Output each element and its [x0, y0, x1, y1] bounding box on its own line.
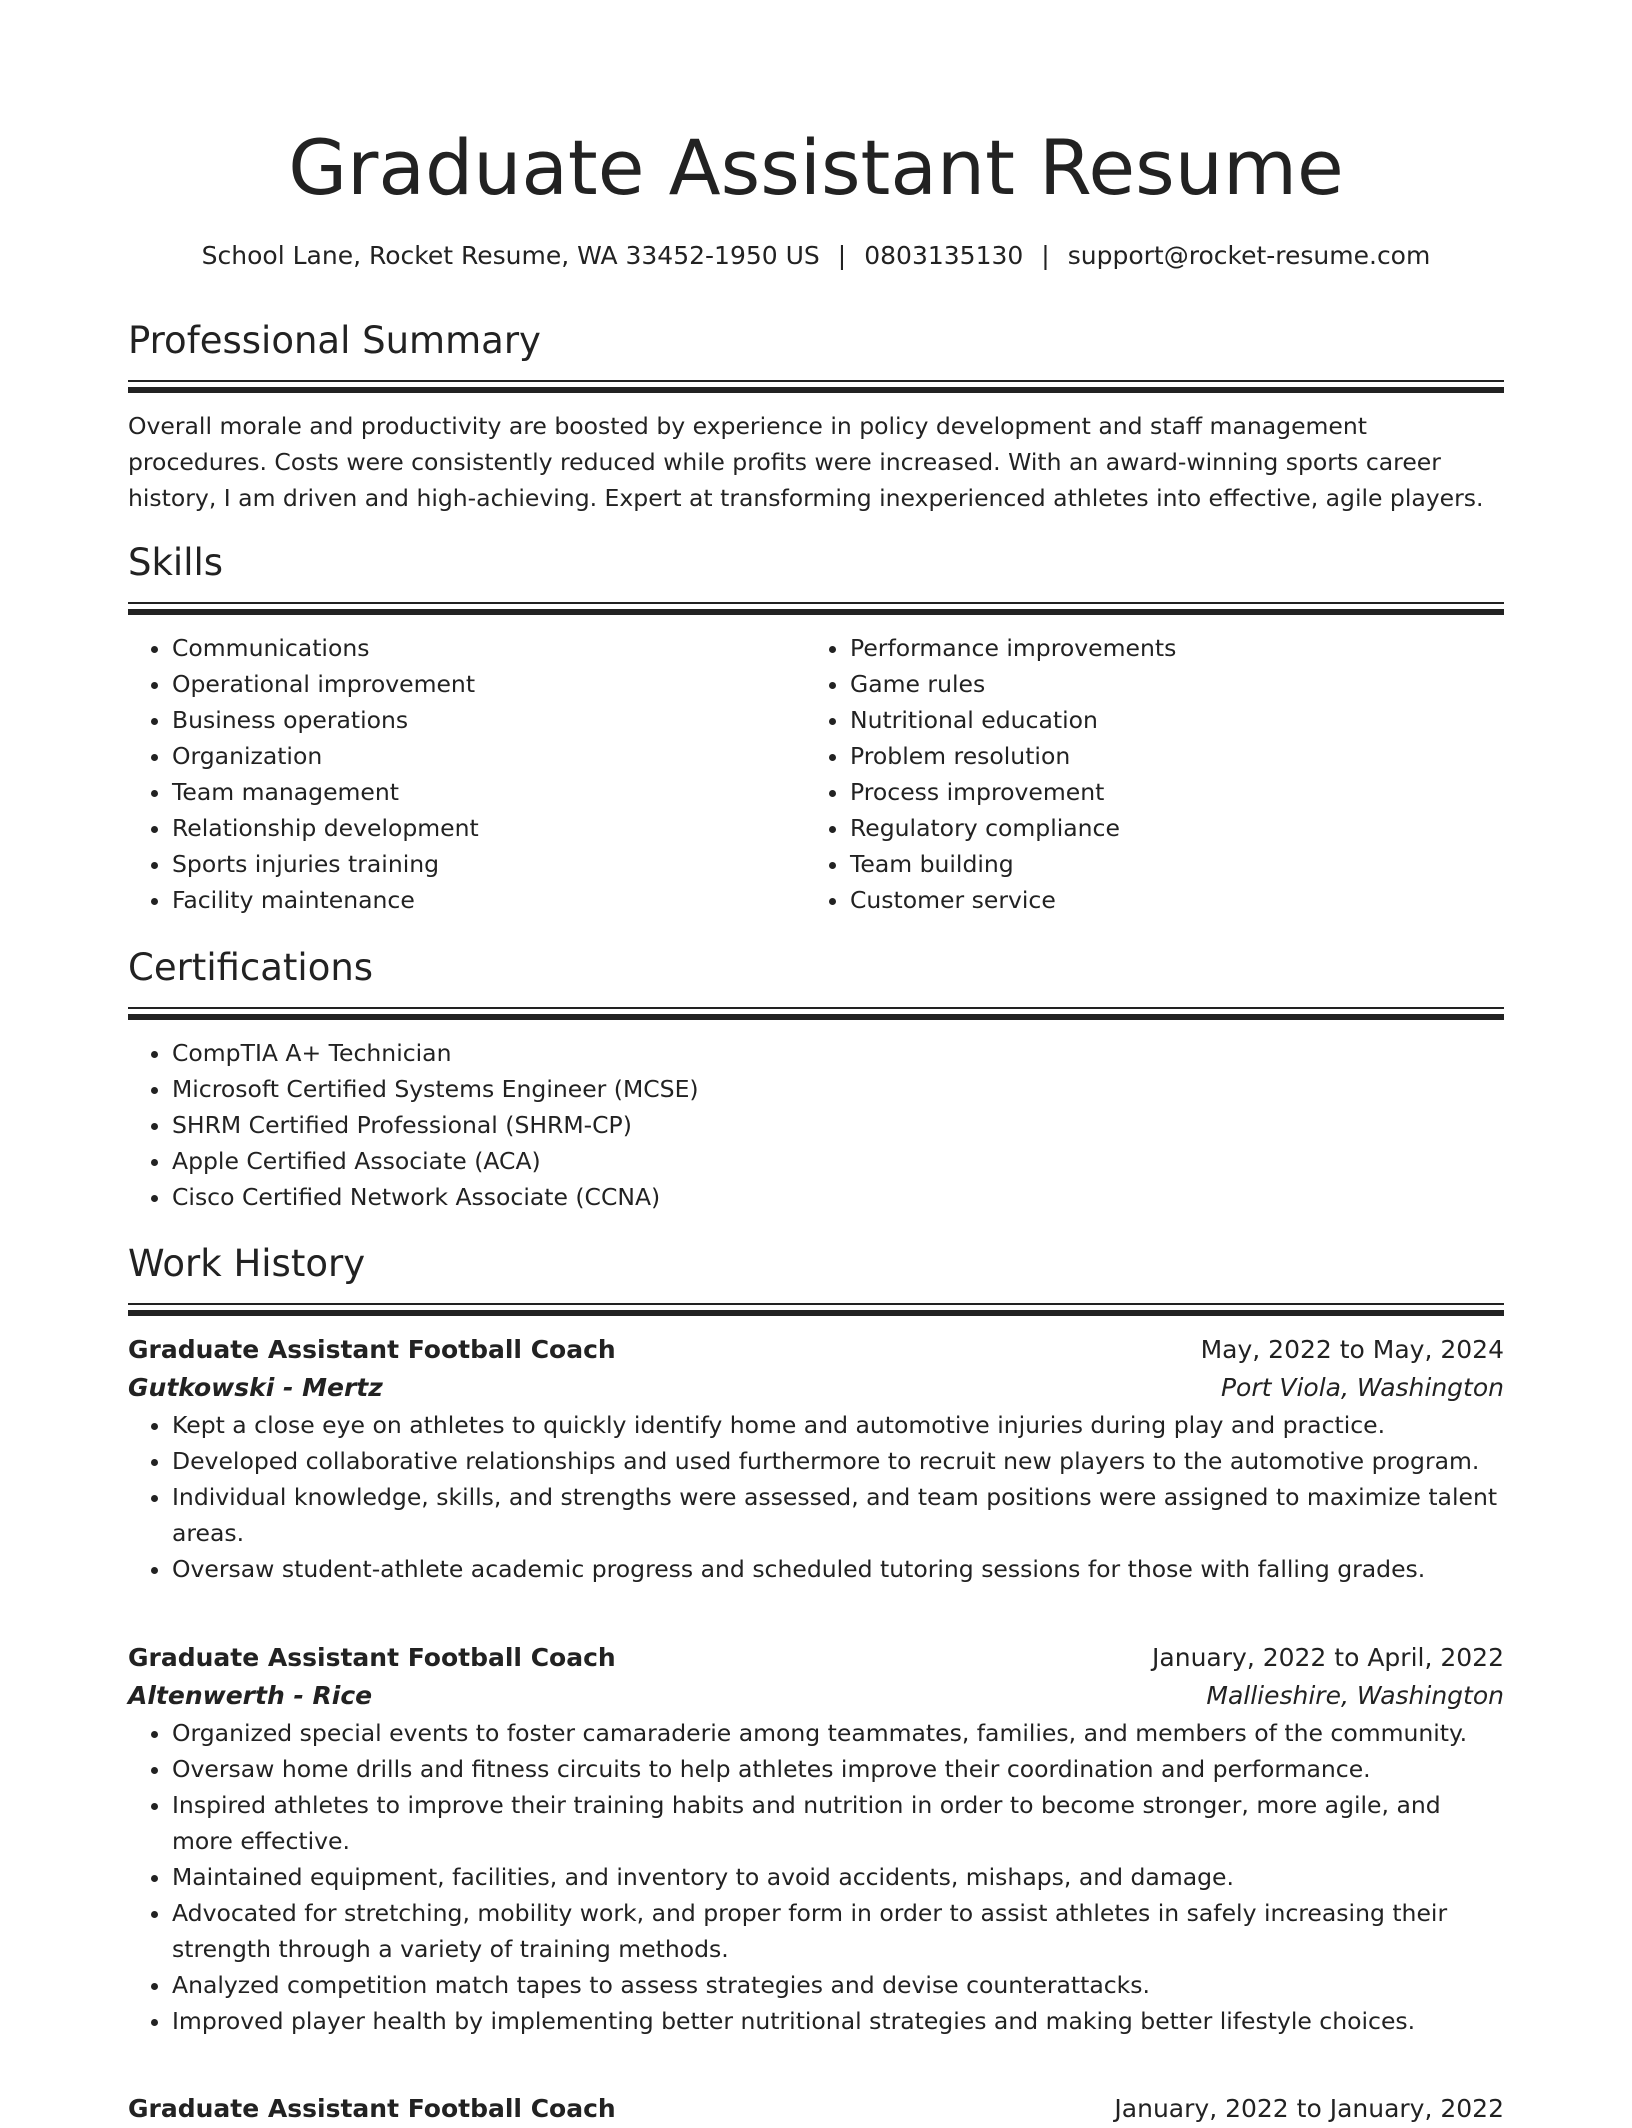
- certification-item: • CompTIA A+ Technician: [172, 1035, 1504, 1071]
- section-divider: [128, 1303, 1504, 1305]
- skill-item: • Nutritional education: [850, 702, 1484, 738]
- job-duty-item: • Kept a close eye on athletes to quickly identify home and automotive injuries during play and practice.: [172, 1407, 1504, 1443]
- job-dates: May, 2022 to May, 2024: [1200, 1335, 1504, 1364]
- job-header: [128, 2090, 1504, 2128]
- section-divider-thick: [128, 1014, 1504, 1020]
- job-subheader: [128, 1677, 1504, 1715]
- job-duties-list: [128, 1715, 1504, 2039]
- job-company: Gutkowski - Mertz: [128, 1373, 383, 1402]
- skill-item: • Business operations: [172, 702, 806, 738]
- job-duty-item: • Analyzed competition match tapes to assess strategies and devise counterattacks.: [172, 1967, 1504, 2003]
- job-title: Graduate Assistant Football Coach: [128, 1643, 616, 1672]
- summary-section: [128, 316, 1504, 516]
- certification-item: • Cisco Certified Network Associate (CCNA): [172, 1179, 1504, 1215]
- job-entry: [128, 2090, 1504, 2128]
- job-duty-item: • Individual knowledge, skills, and strengths were assessed, and team positions were assigned to maximize talent areas.: [172, 1479, 1504, 1551]
- section-divider-thick: [128, 387, 1504, 393]
- skill-item: • Communications: [172, 630, 806, 666]
- skill-item: • Problem resolution: [850, 738, 1484, 774]
- skills-list-right: [806, 630, 1484, 918]
- certifications-section: [128, 943, 1504, 1215]
- job-duty-item: • Advocated for stretching, mobility work, and proper form in order to assist athletes in safely increasing their strength through a variety of training methods.: [172, 1895, 1504, 1967]
- skill-item: • Customer service: [850, 882, 1484, 918]
- job-subheader: [128, 1369, 1504, 1407]
- certification-item: • Apple Certified Associate (ACA): [172, 1143, 1504, 1179]
- job-company: Altenwerth - Rice: [128, 1681, 373, 1710]
- job-duty-item: • Inspired athletes to improve their training habits and nutrition in order to become stronger, more agile, and more effective.: [172, 1787, 1504, 1859]
- job-duty-item: • Developed collaborative relationships and used furthermore to recruit new players to the automotive program.: [172, 1443, 1504, 1479]
- section-divider-thick: [128, 1310, 1504, 1316]
- job-duty-item: • Organized special events to foster camaraderie among teammates, families, and members of the community.: [172, 1715, 1504, 1751]
- contact-line: [128, 238, 1504, 274]
- job-entry: [128, 1331, 1504, 1587]
- job-title: Graduate Assistant Football Coach: [128, 1335, 616, 1364]
- section-divider: [128, 1007, 1504, 1009]
- section-heading: Work History: [128, 1242, 366, 1285]
- job-location: Mallieshire, Washington: [1206, 1681, 1504, 1710]
- certifications-list: [128, 1035, 1504, 1215]
- skill-item: • Process improvement: [850, 774, 1484, 810]
- certification-item: • Microsoft Certified Systems Engineer (MCSE): [172, 1071, 1504, 1107]
- skills-column-right: [806, 630, 1484, 918]
- job-header: [128, 1639, 1504, 1677]
- skills-section: [128, 538, 1504, 918]
- job-duties-list: [128, 1407, 1504, 1587]
- skill-item: • Organization: [172, 738, 806, 774]
- skill-item: • Team management: [172, 774, 806, 810]
- skill-item: • Relationship development: [172, 810, 806, 846]
- contact-phone: 0803135130: [864, 241, 1024, 270]
- section-divider: [128, 380, 1504, 382]
- skill-item: • Sports injuries training: [172, 846, 806, 882]
- resume-title: Graduate Assistant Resume: [288, 123, 1344, 212]
- job-header: [128, 1331, 1504, 1369]
- certification-item: • SHRM Certified Professional (SHRM-CP): [172, 1107, 1504, 1143]
- contact-separator: |: [1041, 241, 1050, 270]
- contact-email: support@rocket-resume.com: [1067, 241, 1431, 270]
- job-duty-item: • Improved player health by implementing better nutritional strategies and making better lifestyle choices.: [172, 2003, 1504, 2039]
- work-history-section: [128, 1239, 1504, 1316]
- job-dates: January, 2022 to April, 2022: [1152, 1643, 1504, 1672]
- skill-item: • Performance improvements: [850, 630, 1484, 666]
- skill-item: • Operational improvement: [172, 666, 806, 702]
- job-dates: January, 2022 to January, 2022: [1114, 2094, 1504, 2123]
- skills-column-left: [128, 630, 806, 918]
- section-divider: [128, 602, 1504, 604]
- skill-item: • Team building: [850, 846, 1484, 882]
- skills-list-left: [128, 630, 806, 918]
- job-location: Port Viola, Washington: [1220, 1373, 1504, 1402]
- skill-item: • Game rules: [850, 666, 1484, 702]
- section-heading: Skills: [128, 541, 224, 584]
- job-duty-item: • Oversaw home drills and fitness circuits to help athletes improve their coordination and performance.: [172, 1751, 1504, 1787]
- summary-text: Overall morale and productivity are boosted by experience in policy development and staff management procedures. Costs were consistently reduced while profits were increased. With an award-winning sports career history, I am driven and high-achieving. Expert at transforming inexperienced athletes into effective, agile players.: [128, 412, 1484, 512]
- section-divider-thick: [128, 609, 1504, 615]
- section-heading: Professional Summary: [128, 319, 541, 362]
- job-duty-item: • Oversaw student-athlete academic progress and scheduled tutoring sessions for those with falling grades.: [172, 1551, 1504, 1587]
- skill-item: • Regulatory compliance: [850, 810, 1484, 846]
- section-heading: Certifications: [128, 946, 374, 989]
- job-title: Graduate Assistant Football Coach: [128, 2094, 616, 2123]
- contact-separator: |: [837, 241, 847, 270]
- skill-item: • Facility maintenance: [172, 882, 806, 918]
- contact-address: School Lane, Rocket Resume, WA 33452-1950 US: [201, 241, 820, 270]
- job-duty-item: • Maintained equipment, facilities, and inventory to avoid accidents, mishaps, and damage.: [172, 1859, 1504, 1895]
- job-entry: [128, 1639, 1504, 2039]
- skills-columns: [128, 630, 1504, 918]
